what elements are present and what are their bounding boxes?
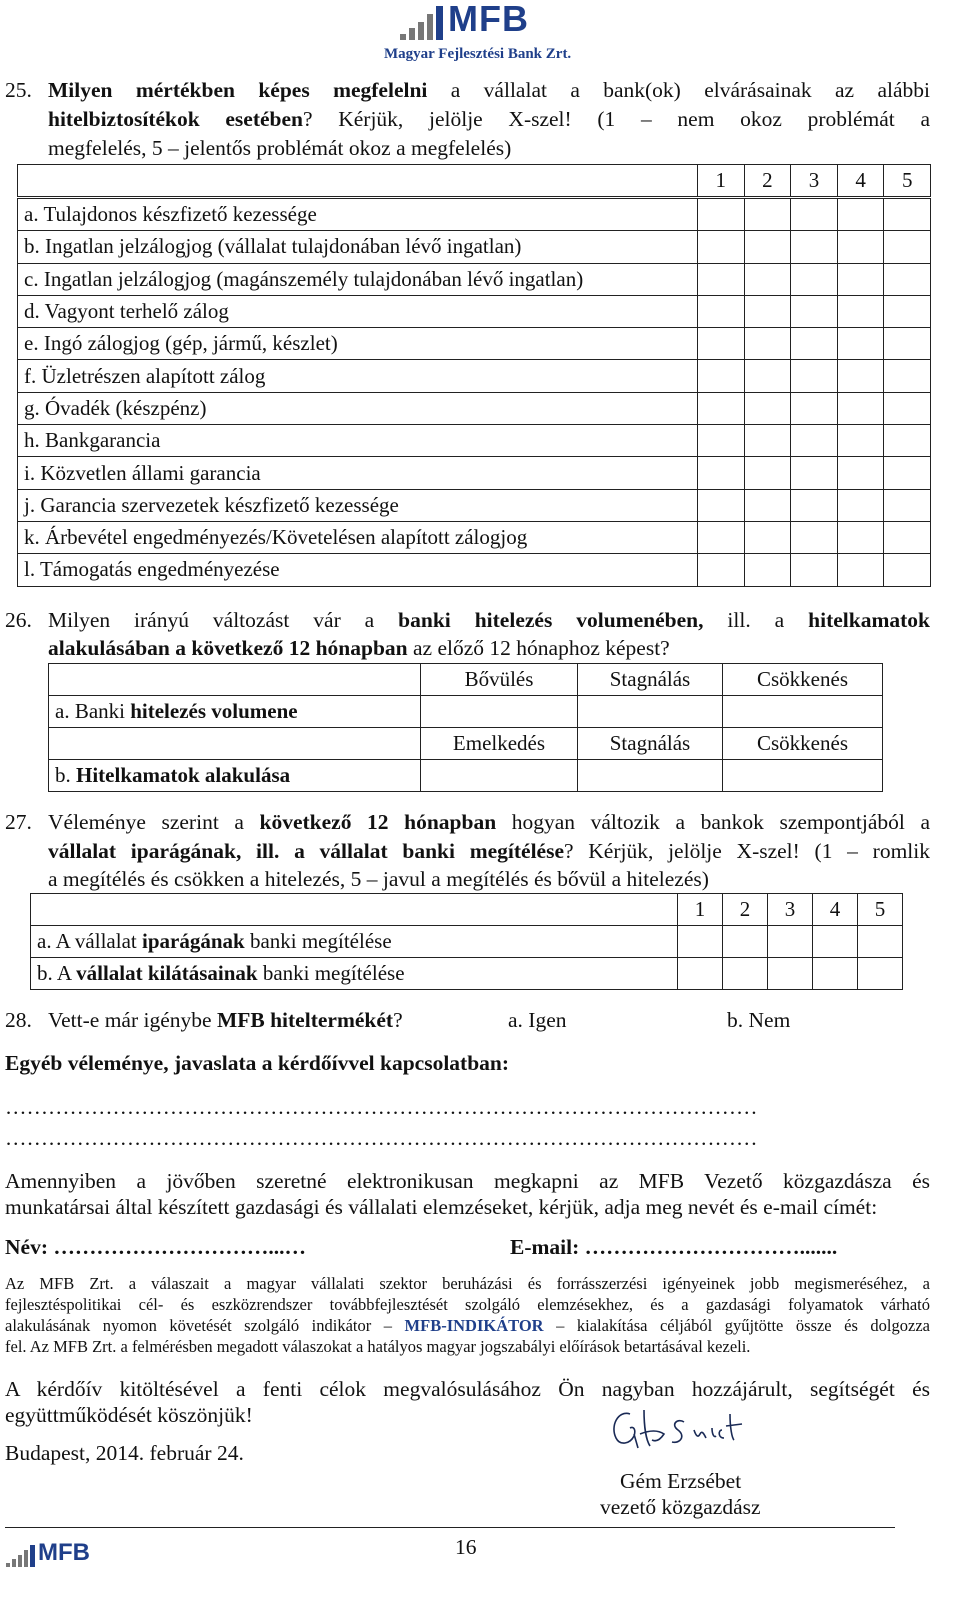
answer-cell[interactable]: [813, 958, 858, 990]
answer-cell[interactable]: [884, 328, 931, 360]
answer-cell[interactable]: [744, 521, 791, 553]
name-field[interactable]: [5, 1233, 306, 1261]
answer-cell[interactable]: [698, 521, 745, 553]
question-number: 25.: [5, 78, 32, 102]
answer-cell[interactable]: [884, 521, 931, 553]
answer-cell[interactable]: [837, 554, 884, 586]
signatory-name: Gém Erzsébet: [620, 1469, 742, 1493]
answer-cell[interactable]: [837, 328, 884, 360]
answer-cell[interactable]: [791, 521, 838, 553]
outlook-table: 1 2 3 4 5 a. A vállalat iparágának banki megítélése b. A vállalat kilátásainak banki megítélése: [30, 893, 903, 990]
scale-4: 4: [837, 165, 884, 197]
place-date: Budapest, 2014. február 24.: [5, 1441, 244, 1465]
answer-cell[interactable]: [723, 926, 768, 958]
answer-cell[interactable]: [837, 392, 884, 424]
email-request-text: munkatársai által készített gazdasági és vállalati elemzéseket, kérjük, adja meg nevét és e-mail címét:: [5, 1195, 878, 1219]
answer-cell[interactable]: [791, 457, 838, 489]
option-no[interactable]: b. Nem: [727, 1008, 791, 1032]
row-label: h. Bankgarancia: [18, 425, 698, 457]
answer-cell[interactable]: [837, 489, 884, 521]
name-dots: …………………………...…: [53, 1235, 306, 1259]
answer-cell[interactable]: [421, 696, 578, 728]
answer-cell[interactable]: [698, 231, 745, 263]
row-label: b. Ingatlan jelzálogjog (vállalat tulajdonában lévő ingatlan): [18, 231, 698, 263]
answer-cell[interactable]: [791, 263, 838, 295]
answer-cell[interactable]: [884, 392, 931, 424]
signatory-title: vezető közgazdász: [600, 1495, 761, 1519]
answer-cell[interactable]: [698, 425, 745, 457]
collateral-table: [17, 164, 931, 197]
answer-cell[interactable]: [744, 425, 791, 457]
answer-cell[interactable]: [884, 554, 931, 586]
signature-image: [600, 1400, 770, 1460]
option-yes[interactable]: a. Igen: [508, 1008, 567, 1032]
answer-cell[interactable]: [678, 958, 723, 990]
page-number: 16: [455, 1535, 477, 1559]
answer-cell[interactable]: [698, 457, 745, 489]
question-text: Milyen mértékben képes megfelelni a vállalat a bank(ok) elvárásainak az alábbi: [48, 78, 931, 102]
row-label: e. Ingó zálogjog (gép, jármű, készlet): [18, 328, 698, 360]
table-row: [18, 360, 931, 392]
answer-cell[interactable]: [698, 295, 745, 327]
answer-cell[interactable]: [837, 199, 884, 231]
answer-cell[interactable]: [744, 489, 791, 521]
mfb-logo-bars-icon: [5, 1543, 37, 1569]
answer-cell[interactable]: [837, 263, 884, 295]
comments-heading: Egyéb véleménye, javaslata a kérdőívvel kapcsolatban:: [5, 1051, 510, 1075]
answer-cell[interactable]: [723, 696, 883, 728]
table-row: [18, 199, 931, 231]
answer-cell[interactable]: [791, 360, 838, 392]
table-row: [18, 554, 931, 586]
row-label: c. Ingatlan jelzálogjog (magánszemély tulajdonában lévő ingatlan): [18, 263, 698, 295]
answer-cell[interactable]: [791, 295, 838, 327]
row-label: j. Garancia szervezetek készfizető kezessége: [18, 489, 698, 521]
scale-2: 2: [744, 165, 791, 197]
answer-cell[interactable]: [884, 199, 931, 231]
row-label: a. Tulajdonos készfizető kezessége: [18, 199, 698, 231]
comments-line[interactable]: ……………………………………………………………………………………………: [5, 1095, 758, 1119]
answer-cell[interactable]: [744, 328, 791, 360]
collateral-rows: [17, 198, 931, 587]
answer-cell[interactable]: [837, 521, 884, 553]
table-row: b. Hitelkamatok alakulása: [49, 760, 883, 792]
answer-cell[interactable]: [768, 958, 813, 990]
volume-rate-table: Bővülés Stagnálás Csökkenés a. Banki hitelezés volumene Emelkedés Stagnálás Csökkenés b. Hitelkamatok alakulása: [48, 663, 883, 792]
table-row: [18, 231, 931, 263]
answer-cell[interactable]: [744, 392, 791, 424]
row-label: i. Közvetlen állami garancia: [18, 457, 698, 489]
question-number: 28.: [5, 1008, 32, 1032]
answer-cell[interactable]: [744, 360, 791, 392]
answer-cell[interactable]: [837, 231, 884, 263]
table-row: [18, 392, 931, 424]
table-row: [18, 489, 931, 521]
answer-cell[interactable]: [884, 360, 931, 392]
row-label: l. Támogatás engedményezése: [18, 554, 698, 586]
answer-cell[interactable]: [723, 958, 768, 990]
answer-cell[interactable]: [723, 760, 883, 792]
thanks-text: A kérdőív kitöltésével a fenti célok megvalósulásához Ön nagyban hozzájárult, segítségét és: [5, 1377, 930, 1401]
scale-5: 5: [884, 165, 931, 197]
question-text: vállalat iparágának, ill. a vállalat banki megítélése? Kérjük, jelölje X-szel! (1 – romlik: [48, 839, 930, 863]
question-text: hitelbiztosítékok esetében? Kérjük, jelölje X-szel! (1 – nem okoz problémát a: [48, 107, 930, 131]
footer-divider: [5, 1527, 895, 1528]
answer-cell[interactable]: [698, 263, 745, 295]
scale-3: 3: [791, 165, 838, 197]
question-number: 26.: [5, 608, 32, 632]
answer-cell[interactable]: [813, 926, 858, 958]
question-text: Véleménye szerint a következő 12 hónapban hogyan változik a bankok szempontjából a: [48, 810, 930, 834]
answer-cell[interactable]: [884, 263, 931, 295]
mfb-indikator-brand: MFB-INDIKÁTOR: [404, 1316, 544, 1335]
answer-cell[interactable]: [791, 425, 838, 457]
mfb-logo-subtitle: Magyar Fejlesztési Bank Zrt.: [384, 46, 572, 62]
answer-cell[interactable]: [698, 489, 745, 521]
question-text: a megítélés és csökken a hitelezés, 5 – javul a megítélés és bővül a hitelezés): [48, 867, 709, 891]
answer-cell[interactable]: [791, 554, 838, 586]
name-label: Név:: [5, 1235, 48, 1259]
mfb-logo: [378, 0, 572, 68]
question-text: megfelelés, 5 – jelentős problémát okoz a megfelelés): [48, 136, 512, 160]
answer-cell[interactable]: [837, 360, 884, 392]
answer-cell[interactable]: [791, 392, 838, 424]
answer-cell[interactable]: [858, 958, 903, 990]
footer-logo-text: MFB: [38, 1539, 90, 1566]
answer-cell[interactable]: [744, 554, 791, 586]
mfb-logo-bars-icon: [398, 4, 446, 40]
question-text: Vett-e már igénybe MFB hiteltermékét?: [48, 1008, 403, 1032]
answer-cell[interactable]: [858, 926, 903, 958]
question-number: 27.: [5, 810, 32, 834]
handwritten-signature-icon: [600, 1400, 760, 1460]
email-label: E-mail:: [510, 1235, 580, 1259]
answer-cell[interactable]: [791, 199, 838, 231]
answer-cell[interactable]: [698, 328, 745, 360]
table-row: [18, 295, 931, 327]
answer-cell[interactable]: [884, 457, 931, 489]
answer-cell[interactable]: [744, 457, 791, 489]
answer-cell[interactable]: [837, 425, 884, 457]
answer-cell[interactable]: [698, 360, 745, 392]
answer-cell[interactable]: [678, 926, 723, 958]
answer-cell[interactable]: [698, 392, 745, 424]
answer-cell[interactable]: [744, 295, 791, 327]
question-text: alakulásában a következő 12 hónapban az előző 12 hónaphoz képest?: [48, 636, 670, 660]
table-row: [18, 425, 931, 457]
answer-cell[interactable]: [578, 760, 723, 792]
answer-cell[interactable]: [791, 489, 838, 521]
answer-cell[interactable]: [744, 231, 791, 263]
answer-cell[interactable]: [837, 457, 884, 489]
answer-cell[interactable]: [421, 760, 578, 792]
answer-cell[interactable]: [884, 425, 931, 457]
question-text: Milyen irányú változást vár a banki hitelezés volumenében, ill. a hitelkamatok: [48, 608, 930, 632]
table-row: [18, 328, 931, 360]
row-label: k. Árbevétel engedményezés/Követelésen alapított zálogjog: [18, 521, 698, 553]
scale-1: 1: [698, 165, 745, 197]
email-dots: ………………………….......: [584, 1235, 838, 1259]
answer-cell[interactable]: [698, 199, 745, 231]
answer-cell[interactable]: [698, 554, 745, 586]
table-header-row: [18, 165, 931, 197]
answer-cell[interactable]: [744, 263, 791, 295]
mfb-logo-text: MFB: [448, 0, 529, 39]
comments-line[interactable]: ……………………………………………………………………………………………: [5, 1126, 758, 1150]
table-row: a. Banki hitelezés volumene: [49, 696, 883, 728]
thanks-text: együttműködését köszönjük!: [5, 1403, 253, 1427]
table-row: [18, 457, 931, 489]
answer-cell[interactable]: [744, 199, 791, 231]
table-row: a. A vállalat iparágának banki megítélése: [31, 926, 903, 958]
answer-cell[interactable]: [884, 295, 931, 327]
answer-cell[interactable]: [578, 696, 723, 728]
row-label: g. Óvadék (készpénz): [18, 392, 698, 424]
answer-cell[interactable]: [768, 926, 813, 958]
answer-cell[interactable]: [791, 328, 838, 360]
table-row: [18, 521, 931, 553]
answer-cell[interactable]: [791, 231, 838, 263]
footer-logo: [5, 1537, 115, 1571]
table-row: [18, 263, 931, 295]
answer-cell[interactable]: [837, 295, 884, 327]
answer-cell[interactable]: [884, 231, 931, 263]
table-row: b. A vállalat kilátásainak banki megítélése: [31, 958, 903, 990]
email-request-text: Amennyiben a jövőben szeretné elektronikusan megkapni az MFB Vezető közgazdásza és: [5, 1169, 930, 1193]
row-label: f. Üzletrészen alapított zálog: [18, 360, 698, 392]
answer-cell[interactable]: [884, 489, 931, 521]
row-label: d. Vagyont terhelő zálog: [18, 295, 698, 327]
email-field[interactable]: [510, 1233, 837, 1261]
